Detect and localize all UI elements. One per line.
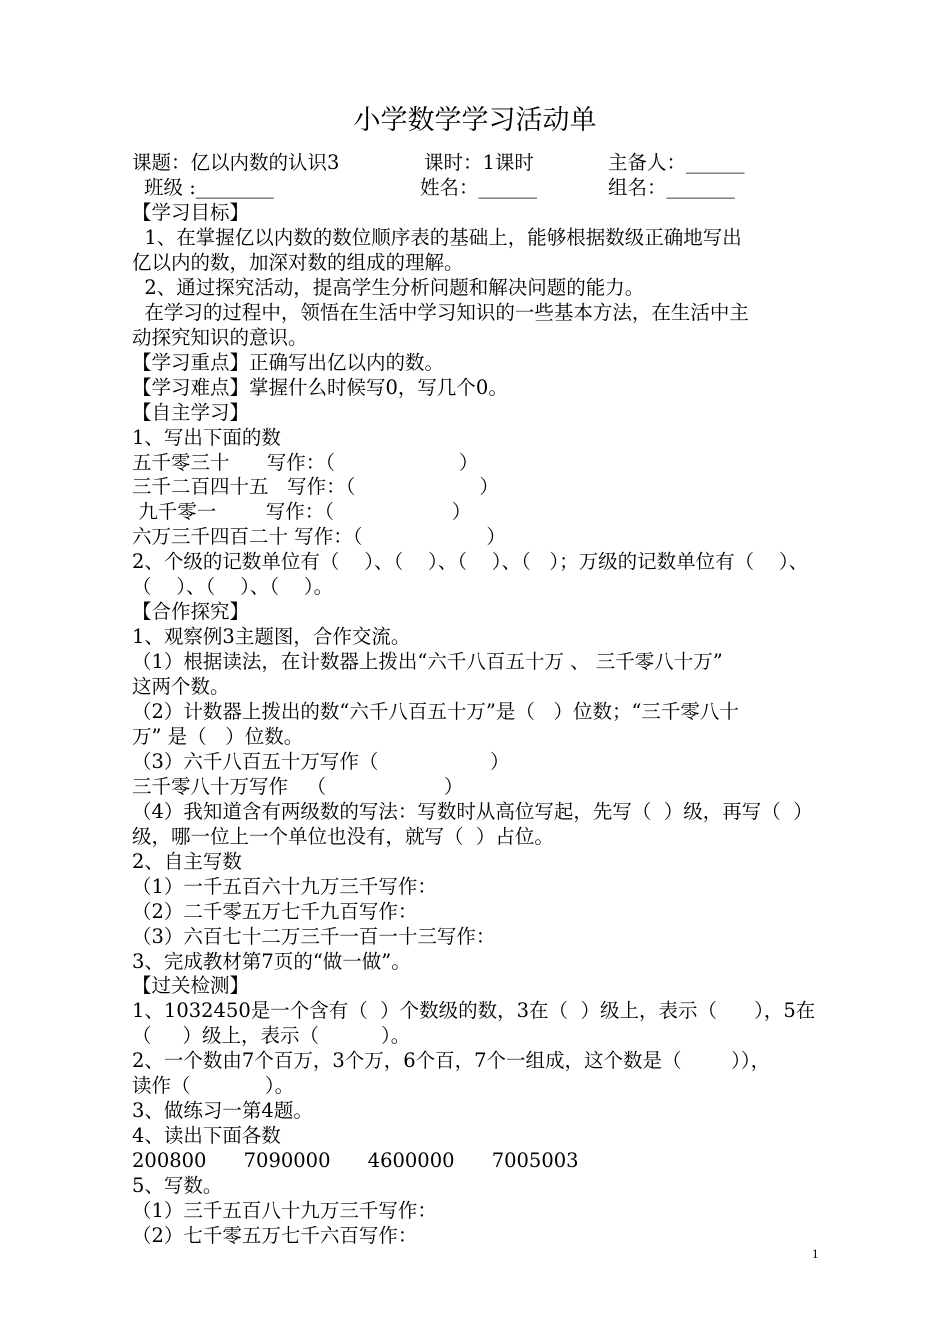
text-line: 在学习的过程中，领悟在生活中学习知识的一些基本方法，在生活中主 (132, 300, 749, 324)
text-line: 2、通过探究活动，提高学生分析问题和解决问题的能力。 (132, 275, 645, 299)
text-line: 动探究知识的意识。 (132, 325, 308, 349)
text-line: 【合作探究】 (132, 600, 250, 624)
text-line: 2、自主写数 (132, 849, 242, 873)
text-line: 【学习目标】 (132, 201, 250, 224)
document-title: 小学数学学习活动单 (353, 105, 597, 136)
text-line: 【过关检测】 (132, 974, 250, 998)
text-line: （1）三千五百八十九万三千写作： (132, 1199, 437, 1222)
text-line: 3、完成教材第7页的“做一做”。 (132, 949, 411, 973)
text-line: （ ）级上，表示（ ）。 (132, 1024, 411, 1048)
text-line: （3）六千八百五十万写作（ ） (132, 749, 510, 773)
text-line: 200800 7090000 4600000 7005003 (132, 1149, 579, 1173)
text-line: 亿以内的数，加深对数的组成的理解。 (132, 250, 464, 274)
text-line: 2、一个数由7个百万，3个万，6个百，7个一组成，这个数是（ ））， (132, 1049, 771, 1073)
topic-label: 课题：亿以内数的认识3 (132, 151, 340, 174)
text-line: 4、读出下面各数 (132, 1124, 281, 1148)
text-line: 万” 是（ ）位数。 (132, 724, 304, 748)
text-line: 六万三千四百二十 写作：（ ） (132, 525, 506, 549)
text-line: （3）六百七十二万三千一百一十三写作： (132, 924, 496, 948)
text-line: 这两个数。 (132, 675, 230, 699)
text-line: 三千二百四十五 写作：（ ） (132, 475, 499, 499)
text-line: 级，哪一位上一个单位也没有，就写（ ）占位。 (132, 824, 554, 848)
text-line: 【学习难点】掌握什么时候写0，写几个0。 (132, 375, 508, 399)
name-label: 姓名：______ (420, 176, 538, 199)
class-label: 班级 :________ (144, 176, 274, 199)
text-line: 1、1032450是一个含有（ ）个数级的数，3在（ ）级上，表示（ ），5在 (132, 999, 816, 1023)
text-line: 【自主学习】 (132, 400, 250, 424)
text-line: 1、观察例3主题图，合作交流。 (132, 625, 411, 649)
text-line: （1）一千五百六十九万三千写作： (132, 874, 437, 898)
hours-label: 课时：1课时 (424, 151, 534, 174)
text-line: （1）根据读法，在计数器上拨出“六千八百五十万 、 三千零八十万” (132, 650, 723, 674)
text-line: 读作（ ）。 (132, 1074, 295, 1098)
text-line: 5、写数。 (132, 1174, 223, 1198)
text-line: 1、写出下面的数 (132, 425, 281, 449)
text-line: 3、做练习一第4题。 (132, 1099, 313, 1123)
text-line: 1、在掌握亿以内数的数位顺序表的基础上，能够根据数级正确地写出 (132, 225, 742, 249)
text-line: 五千零三十 写作：（ ） (132, 450, 479, 474)
text-line: （2）七千零五万七千六百写作： (132, 1223, 418, 1247)
preparer-label: 主备人：______ (608, 151, 745, 174)
text-line: （2）二千零五万七千九百写作： (132, 899, 418, 923)
text-line: （2）计数器上拨出的数“六千八百五十万”是（ ）位数；“三千零八十 (132, 700, 739, 723)
text-line: （ ）、（ ）、（ ）。 (132, 575, 334, 599)
page-number: 1 (812, 1246, 819, 1261)
text-line: （4）我知道含有两级数的写法：写数时从高位写起，先写（ ）级，再写（ ） (132, 799, 813, 823)
group-label: 组名：_______ (608, 176, 735, 199)
text-line: 三千零八十万写作 （ ） (132, 774, 464, 798)
text-line: 2、个级的记数单位有（ ）、（ ）、（ ）、（ ）；万级的记数单位有（ ）、 (132, 550, 809, 574)
text-line: 九千零一 写作：（ ） (132, 500, 472, 524)
text-line: 【学习重点】正确写出亿以内的数。 (132, 350, 445, 374)
